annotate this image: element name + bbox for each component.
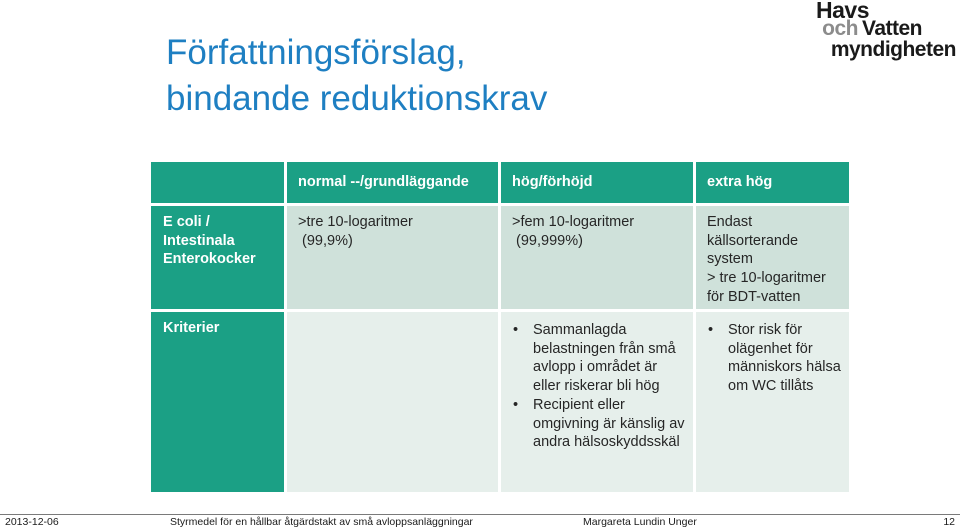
list-item: • Stor risk för olägenhet för människors hälsa om WC tillåts (708, 321, 841, 396)
cell-line: (99,9%) (298, 232, 353, 249)
cell-line: källsorterande (707, 232, 799, 249)
row-label-line: Enterokocker (163, 251, 256, 268)
cell-kriterier-high (501, 312, 693, 492)
slide-footer (0, 514, 960, 529)
havs-och-vatten-logo (796, 0, 956, 62)
cell-line: > tre 10-logaritmer (707, 270, 826, 287)
bullet-list (696, 312, 849, 396)
footer-author: Margareta Lundin Unger (583, 516, 697, 528)
footer-date: 2013-12-06 (5, 516, 59, 528)
row-label-line: Kriterier (163, 320, 220, 336)
footer-page-number: 12 (943, 516, 955, 528)
cell-kriterier-extra (696, 312, 849, 492)
table-header-high: hög/förhöjd (501, 162, 693, 203)
slide-title-line-2: bindande reduktionskrav (166, 79, 548, 118)
logo-word-myndigheten: myndigheten (830, 38, 956, 61)
cell-line: >fem 10-logaritmer (512, 214, 635, 230)
logo-word-och: och (822, 17, 858, 40)
logo-word-havs: Havs (816, 0, 869, 23)
cell-line: för BDT-vatten (707, 288, 801, 305)
row-label-line: Intestinala (163, 232, 235, 249)
row-label-ecoli (151, 206, 284, 309)
cell-ecoli-extra (696, 206, 849, 309)
row-label-kriterier (151, 312, 284, 492)
list-item: • Recipient eller omgivning är känslig av andra hälsoskyddsskäl (513, 396, 685, 452)
cell-ecoli-normal (287, 206, 498, 309)
table-header-empty (151, 162, 284, 203)
bullet-list (501, 312, 693, 452)
list-item: • Sammanlagda belastningen från små avlopp i området är eller riskerar bli hög (513, 321, 685, 396)
slide-title-line-1: Författningsförslag, (166, 33, 466, 72)
cell-kriterier-normal (287, 312, 498, 492)
cell-line: (99,999%) (512, 232, 583, 249)
table-header-extra: extra hög (696, 162, 849, 203)
cell-line: >tre 10-logaritmer (298, 214, 413, 230)
slide-title (166, 30, 726, 122)
row-label-line: E coli / (163, 214, 210, 230)
cell-line: system (707, 251, 753, 268)
footer-presentation-title: Styrmedel för en hållbar åtgärdstakt av små avloppsanläggningar (170, 516, 473, 528)
cell-ecoli-high (501, 206, 693, 309)
cell-line: Endast (707, 214, 753, 230)
table-header-normal: normal --/grundläggande (287, 162, 498, 203)
logo-word-vatten: Vatten (861, 17, 922, 40)
requirements-table (151, 162, 849, 492)
